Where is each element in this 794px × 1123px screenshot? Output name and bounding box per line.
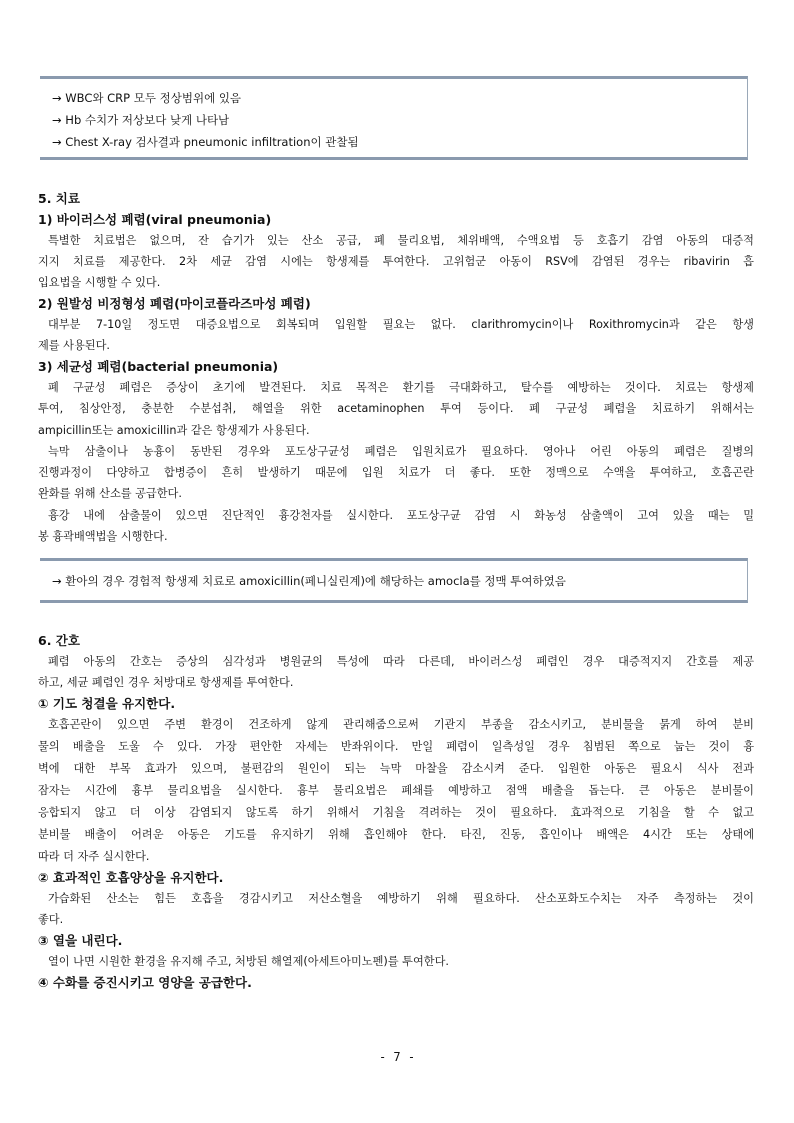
mycoplasma-heading: 2) 원발성 비정형성 폐렴(마이코플라즈마성 폐렴) <box>38 296 311 311</box>
item1-line: 호흡곤란이 있으면 주변 환경이 건조하게 않게 관리해줌으로써 기관지 부종을 감소시키고, 분비물을 묽게 하여 분비 <box>48 718 754 731</box>
item2-heading: ② 효과적인 호흡양상을 유지한다. <box>38 870 224 885</box>
finding-line: → Hb 수치가 저상보다 낮게 나타남 <box>52 113 230 127</box>
bacterial-heading: 3) 세균성 폐렴(bacterial pneumonia) <box>38 359 279 374</box>
mycoplasma-line: 제를 사용된다. <box>38 339 110 352</box>
findings-box <box>40 76 748 160</box>
bacterial-line: 늑막 삼출이나 농흉이 동반된 경우와 포도상구균성 폐렴은 입원치료가 필요하다. 영아나 어린 아동의 폐렴은 질병의 <box>48 445 754 458</box>
item1-line: 따라 더 자주 실시한다. <box>38 850 150 863</box>
bacterial-line: 봉 흉곽배액법을 시행한다. <box>38 530 168 543</box>
item1-heading: ① 기도 청결을 유지한다. <box>38 696 176 711</box>
bacterial-line: 완화를 위해 산소를 공급한다. <box>38 487 182 500</box>
item1-line: 응합되지 않고 더 이상 감염되지 않도록 하기 위해서 기침을 격려하는 것이 필요하다. 효과적으로 기침을 할 수 없고 <box>38 806 754 819</box>
viral-line: 특별한 치료법은 없으며, 잔 습기가 있는 산소 공급, 폐 물리요법, 체위배액, 수액요법 등 호흡기 감염 아동의 대증적 <box>48 234 754 247</box>
bacterial-line: 흉강 내에 삼출물이 있으면 진단적인 흉강천자를 실시한다. 포도상구균 감염 시 화농성 삼출액이 고여 있을 때는 밀 <box>48 509 754 522</box>
mycoplasma-line: 대부분 7-10일 정도면 대증요법으로 회복되며 입원할 필요는 없다. clarithromycin이나 Roxithromycin과 같은 항생 <box>48 318 754 331</box>
item3-heading: ③ 열을 내린다. <box>38 933 123 948</box>
bacterial-line: 폐 구균성 폐렴은 증상이 초기에 발견된다. 치료 목적은 환기를 극대화하고, 탈수를 예방하는 것이다. 치료는 항생제 <box>48 381 754 394</box>
page-number: - 7 - <box>378 1050 416 1064</box>
viral-heading: 1) 바이러스성 폐렴(viral pneumonia) <box>38 212 272 227</box>
viral-line: 지지 치료를 제공한다. 2차 세균 감염 시에는 항생제를 투여한다. 고위험군 아동이 RSV에 감염된 경우는 ribavirin 흡 <box>38 255 754 268</box>
bacterial-line: 진행과정이 다양하고 합병증이 흔히 발생하기 때문에 입원 치료가 더 좋다. 또한 정맥으로 수액을 투여하고, 호흡곤란 <box>38 466 754 479</box>
item2-line: 가습화된 산소는 힘든 호흡을 경감시키고 저산소혈을 예방하기 위해 필요하다. 산소포화도수치는 자주 측정하는 것이 <box>48 892 754 905</box>
item4-heading: ④ 수화를 증진시키고 영양을 공급한다. <box>38 975 252 990</box>
section-6-title: 6. 간호 <box>38 633 80 648</box>
treatment-line: → 환아의 경우 경험적 항생제 치료로 amoxicillin(페니실린계)에 해당하는 amocla를 정맥 투여하였음 <box>52 574 566 588</box>
item1-line: 분비물 배출이 어려운 아동은 기도를 유지하기 위해 흡인해야 한다. 타진, 진동, 흡인이나 배액은 4시간 또는 상태에 <box>38 828 754 841</box>
item1-line: 잠자는 시간에 흉부 물리요법을 실시한다. 흉부 물리요법은 폐쇄를 예방하고 점액 배출을 돕는다. 큰 아동은 분비물이 <box>38 784 754 797</box>
finding-line: → Chest X-ray 검사결과 pneumonic infiltration이 관찰됨 <box>52 135 359 149</box>
treatment-box <box>40 558 748 603</box>
nursing-intro-line: 하고, 세균 폐렴인 경우 처방대로 항생제를 투여한다. <box>38 676 294 689</box>
finding-line: → WBC와 CRP 모두 정상범위에 있음 <box>52 91 242 105</box>
item1-line: 물의 배출을 도울 수 있다. 가장 편안한 자세는 반좌위이다. 만일 폐렴이 일측성일 경우 침범된 쪽으로 눕는 것이 흉 <box>38 740 754 753</box>
bacterial-line: 투여, 침상안정, 충분한 수분섭취, 해열을 위한 acetaminophen 투여 등이다. 폐 구균성 폐렴을 치료하기 위해서는 <box>38 402 754 415</box>
nursing-intro-line: 폐렴 아동의 간호는 증상의 심각성과 병원균의 특성에 따라 다른데, 바이러스성 폐렴인 경우 대증적지지 간호를 제공 <box>48 655 754 668</box>
item3-line: 열이 나면 시원한 환경을 유지해 주고, 처방된 해열제(아세트아미노펜)를 투여한다. <box>48 955 449 968</box>
section-5-title: 5. 치료 <box>38 191 80 206</box>
item1-line: 벽에 대한 부목 효과가 있으며, 불편감의 원인이 되는 늑막 마찰을 감소시켜 준다. 입원한 아동은 필요시 식사 전과 <box>38 762 754 775</box>
bacterial-line: ampicillin또는 amoxicillin과 같은 항생제가 사용된다. <box>38 424 310 437</box>
viral-line: 입요법을 시행할 수 있다. <box>38 276 161 289</box>
item2-line: 좋다. <box>38 913 64 926</box>
